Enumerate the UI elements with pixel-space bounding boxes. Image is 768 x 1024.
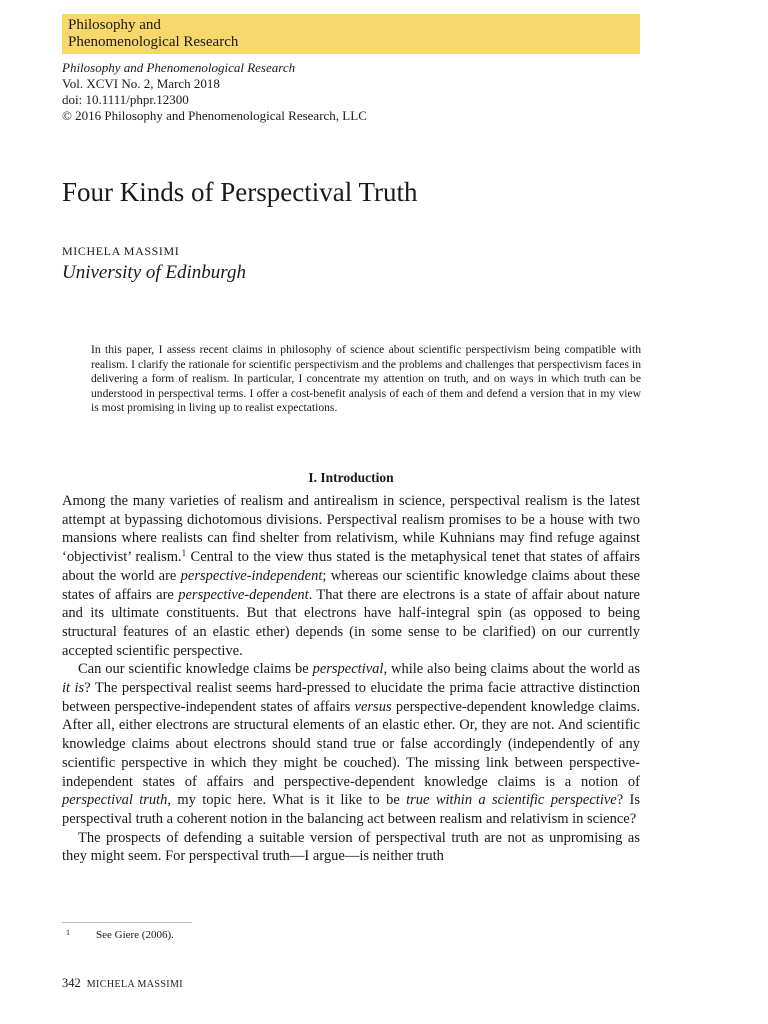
footnote-divider	[62, 922, 192, 923]
paper-title: Four Kinds of Perspectival Truth	[62, 177, 418, 207]
footnote	[62, 928, 174, 941]
body-text	[62, 492, 640, 866]
banner-line-1: Philosophy and	[68, 17, 161, 33]
author-name: MICHELA MASSIMI	[62, 244, 180, 258]
paragraph-2: Can our scientific knowledge claims be perspectival, while also being claims about the world as it is? The perspectival realist seems hard-pressed to elucidate the prima facie attractive distinction between perspective-independent states of affairs versus perspective-dependent knowledge claims. After all, either electrons are structural elements of an elastic ether. Or, they are not. And scientific knowledge claims about electrons should stand true or false accordingly (independently of any scientific perspective in which they might be couched). The missing link between perspective-independent states of affairs and perspective-dependent knowledge claims is a notion of perspectival truth, my topic here. What is it like to be true within a scientific perspective? Is perspectival truth a coherent notion in the balancing act between realism and relativism in science?	[62, 661, 640, 827]
section-heading: I. Introduction	[308, 470, 394, 485]
banner-line-2: Phenomenological Research	[68, 34, 239, 50]
author-affiliation: University of Edinburgh	[62, 262, 246, 283]
doi: doi: 10.1111/phpr.12300	[62, 92, 189, 107]
copyright: © 2016 Philosophy and Phenomenological Research, LLC	[62, 108, 367, 123]
footnote-mark: 1	[66, 928, 70, 937]
journal-name: Philosophy and Phenomenological Research	[62, 60, 296, 75]
paragraph-3: The prospects of defending a suitable version of perspectival truth are not as unpromising as they might seem. For perspectival truth—I argue—is neither truth	[62, 829, 640, 865]
volume-info: Vol. XCVI No. 2, March 2018	[62, 76, 220, 91]
citation-metadata	[62, 60, 367, 124]
page-footer	[62, 976, 183, 991]
abstract: In this paper, I assess recent claims in philosophy of science about scientific perspectivism being compatible with realism. I clarify the rationale for scientific perspectivism and the problems and challenges that perspectivism faces in delivering a form of realism. In particular, I concentrate my attention on truth, and on ways in which truth can be understood in perspectival terms. I offer a cost-benefit analysis of each of them and defend a version that in my view is most promising in living up to realist expectations.	[91, 343, 641, 415]
footnote-ref[interactable]: 1	[181, 548, 187, 559]
footnote-text: See Giere (2006).	[96, 929, 174, 941]
running-author: MICHELA MASSIMI	[86, 979, 184, 990]
page-number: 342	[62, 976, 81, 990]
journal-banner	[62, 14, 640, 54]
paragraph-1: Among the many varieties of realism and antirealism in science, perspectival realism is the latest attempt at bypassing dichotomous divisions. Perspectival realism promises to be a house with two mansions where realists can find shelter from relativism, while Kuhnians may find refuge against ‘objectivist’ realism.$^1$ Central to the view thus stated is the metaphysical tenet that states of affairs about the world are perspective-independent; whereas our scientific knowledge claims about these states of affairs are perspective-dependent. That there are electrons is a state of affair about nature and its ultimate constituents. But that electrons have half-integral spin (as opposed to being structural features of an elastic ether) depends (in some sense to be clarified) on our currently accepted scientific perspective.	[62, 493, 641, 659]
